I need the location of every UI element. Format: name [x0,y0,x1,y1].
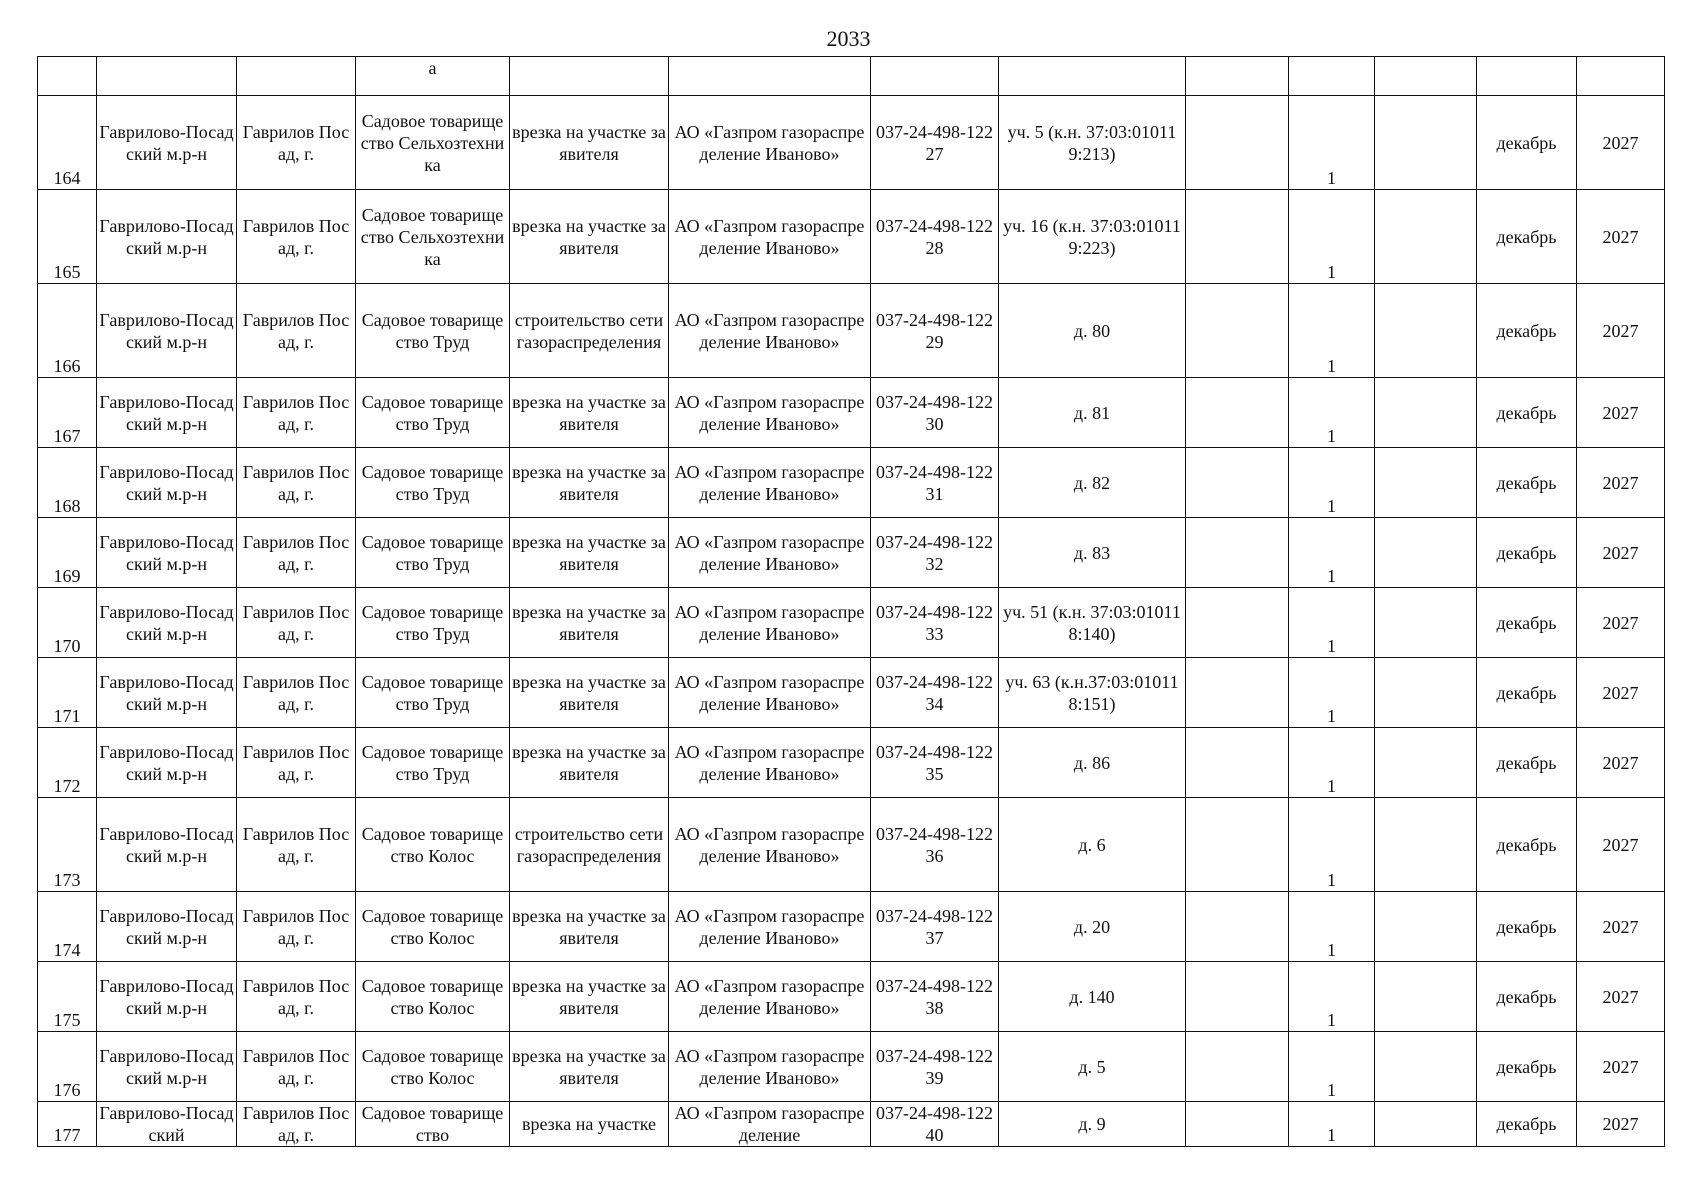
cell-num: 175 [38,962,97,1032]
cell-org: АО «Газпром газораспределение Иваново» [669,448,871,518]
cell-work: строительство сети газораспределения [510,284,669,378]
cell-address: уч. 5 (к.н. 37:03:010119:213) [999,96,1186,190]
table-row [38,1102,1665,1147]
cell-address: уч. 16 (к.н. 37:03:010119:223) [999,190,1186,284]
cell-address: д. 140 [999,962,1186,1032]
cell-work: врезка на участке заявителя [510,1032,669,1102]
cell-district: Гаврилово-Посадский м.р-н [97,378,237,448]
cell-code: 037-24-498-12235 [871,728,999,798]
cell-code: 037-24-498-12231 [871,448,999,518]
cell-work: врезка на участке заявителя [510,962,669,1032]
cell-empty-b [1375,1102,1477,1147]
cell-town: Гаврилов Посад, г. [237,1032,356,1102]
table-row [38,190,1665,284]
cell-work: врезка на участке [510,1102,669,1147]
cell-num: 167 [38,378,97,448]
cell-num: 166 [38,284,97,378]
cell-month: декабрь [1477,728,1577,798]
cell-month: декабрь [1477,448,1577,518]
cell-town: Гаврилов Посад, г. [237,518,356,588]
cell-code: 037-24-498-12240 [871,1102,999,1147]
cell-empty-a [1186,284,1289,378]
cell-district: Гаврилово-Посадский м.р-н [97,284,237,378]
cell-town: Гаврилов Посад, г. [237,892,356,962]
cell-month: декабрь [1477,96,1577,190]
cell-num: 172 [38,728,97,798]
cell-count: 1 [1289,448,1375,518]
cell-org: АО «Газпром газораспределение Иваново» [669,378,871,448]
cell-settlement: Садовое товарищество [356,1102,510,1147]
cell-year: 2027 [1577,518,1665,588]
cell-empty-b [1375,892,1477,962]
cell-month: декабрь [1477,378,1577,448]
cell-town: Гаврилов Посад, г. [237,962,356,1032]
cell-month: декабрь [1477,1032,1577,1102]
cell-year: 2027 [1577,728,1665,798]
cell-num [38,57,97,96]
cell-month: декабрь [1477,518,1577,588]
cell-empty-b [1375,96,1477,190]
cell-code: 037-24-498-12234 [871,658,999,728]
cell-address: уч. 51 (к.н. 37:03:010118:140) [999,588,1186,658]
continuation-row [38,57,1665,96]
table-row [38,892,1665,962]
table-row [38,96,1665,190]
cell-year: 2027 [1577,284,1665,378]
cell-settlement: а [356,57,510,96]
cell-year: 2027 [1577,448,1665,518]
cell-count: 1 [1289,798,1375,892]
cell-work: врезка на участке заявителя [510,96,669,190]
cell-month: декабрь [1477,588,1577,658]
cell-empty-b [1375,190,1477,284]
cell-town: Гаврилов Посад, г. [237,658,356,728]
cell-empty-b [1375,658,1477,728]
cell-count: 1 [1289,1102,1375,1147]
cell-settlement: Садовое товарищество Труд [356,378,510,448]
cell-code: 037-24-498-12229 [871,284,999,378]
cell-empty-b [1375,1032,1477,1102]
cell-district: Гаврилово-Посадский м.р-н [97,658,237,728]
cell-town: Гаврилов Посад, г. [237,96,356,190]
cell-org: АО «Газпром газораспределение Иваново» [669,190,871,284]
cell-year: 2027 [1577,962,1665,1032]
cell-month: декабрь [1477,190,1577,284]
cell-work: врезка на участке заявителя [510,588,669,658]
table-row [38,518,1665,588]
cell-empty-a [1186,96,1289,190]
cell-district: Гаврилово-Посадский м.р-н [97,798,237,892]
cell-address: д. 5 [999,1032,1186,1102]
cell-address: д. 82 [999,448,1186,518]
cell-code: 037-24-498-12228 [871,190,999,284]
cell-address: д. 9 [999,1102,1186,1147]
table-row [38,798,1665,892]
cell-address: д. 6 [999,798,1186,892]
cell-district: Гаврилово-Посадский м.р-н [97,728,237,798]
cell-district: Гаврилово-Посадский м.р-н [97,1032,237,1102]
cell-empty-a [1186,892,1289,962]
cell-month [1477,57,1577,96]
cell-town: Гаврилов Посад, г. [237,448,356,518]
cell-district: Гаврилово-Посадский м.р-н [97,892,237,962]
cell-year: 2027 [1577,588,1665,658]
cell-org [669,57,871,96]
cell-town: Гаврилов Посад, г. [237,728,356,798]
cell-district: Гаврилово-Посадский м.р-н [97,962,237,1032]
table-row [38,284,1665,378]
cell-org: АО «Газпром газораспределение Иваново» [669,588,871,658]
cell-district: Гаврилово-Посадский м.р-н [97,190,237,284]
cell-code: 037-24-498-12237 [871,892,999,962]
cell-settlement: Садовое товарищество Колос [356,798,510,892]
cell-count: 1 [1289,284,1375,378]
cell-empty-a [1186,798,1289,892]
cell-count [1289,57,1375,96]
cell-empty-a [1186,448,1289,518]
cell-code: 037-24-498-12238 [871,962,999,1032]
cell-town [237,57,356,96]
cell-empty-b [1375,962,1477,1032]
cell-month: декабрь [1477,284,1577,378]
cell-count: 1 [1289,378,1375,448]
cell-year: 2027 [1577,798,1665,892]
cell-org: АО «Газпром газораспределение Иваново» [669,96,871,190]
cell-org: АО «Газпром газораспределение Иваново» [669,892,871,962]
table-row [38,448,1665,518]
cell-district: Гаврилово-Посадский м.р-н [97,448,237,518]
cell-settlement: Садовое товарищество Колос [356,962,510,1032]
cell-empty-a [1186,1032,1289,1102]
cell-town: Гаврилов Посад, г. [237,378,356,448]
cell-org: АО «Газпром газораспределение Иваново» [669,1032,871,1102]
cell-year: 2027 [1577,892,1665,962]
cell-num: 164 [38,96,97,190]
cell-year: 2027 [1577,96,1665,190]
cell-address: д. 83 [999,518,1186,588]
cell-num: 169 [38,518,97,588]
cell-empty-b [1375,448,1477,518]
cell-count: 1 [1289,1032,1375,1102]
cell-empty-b [1375,57,1477,96]
cell-settlement: Садовое товарищество Труд [356,658,510,728]
cell-num: 174 [38,892,97,962]
cell-settlement: Садовое товарищество Труд [356,284,510,378]
cell-empty-b [1375,588,1477,658]
cell-empty-a [1186,57,1289,96]
table-body [38,57,1665,1147]
cell-address: д. 81 [999,378,1186,448]
cell-count: 1 [1289,728,1375,798]
cell-empty-a [1186,728,1289,798]
cell-district: Гаврилово-Посадский [97,1102,237,1147]
cell-month: декабрь [1477,962,1577,1032]
cell-settlement: Садовое товарищество Сельхозтехника [356,96,510,190]
cell-code: 037-24-498-12233 [871,588,999,658]
cell-town: Гаврилов Посад, г. [237,1102,356,1147]
table-row [38,658,1665,728]
cell-district: Гаврилово-Посадский м.р-н [97,96,237,190]
cell-year: 2027 [1577,658,1665,728]
cell-num: 168 [38,448,97,518]
cell-empty-a [1186,658,1289,728]
cell-settlement: Садовое товарищество Колос [356,892,510,962]
cell-empty-a [1186,518,1289,588]
cell-empty-b [1375,518,1477,588]
cell-count: 1 [1289,96,1375,190]
cell-address: уч. 63 (к.н.37:03:010118:151) [999,658,1186,728]
cell-work: врезка на участке заявителя [510,658,669,728]
cell-org: АО «Газпром газораспределение Иваново» [669,658,871,728]
cell-address [999,57,1186,96]
cell-num: 176 [38,1032,97,1102]
table-row [38,962,1665,1032]
cell-work: врезка на участке заявителя [510,378,669,448]
cell-code: 037-24-498-12230 [871,378,999,448]
cell-code [871,57,999,96]
cell-work: строительство сети газораспределения [510,798,669,892]
cell-empty-a [1186,190,1289,284]
cell-code: 037-24-498-12227 [871,96,999,190]
cell-num: 173 [38,798,97,892]
cell-settlement: Садовое товарищество Колос [356,1032,510,1102]
cell-code: 037-24-498-12232 [871,518,999,588]
cell-num: 177 [38,1102,97,1147]
cell-org: АО «Газпром газораспределение Иваново» [669,962,871,1032]
cell-org: АО «Газпром газораспределение Иваново» [669,518,871,588]
cell-code: 037-24-498-12236 [871,798,999,892]
cell-year [1577,57,1665,96]
cell-year: 2027 [1577,378,1665,448]
cell-num: 171 [38,658,97,728]
cell-address: д. 86 [999,728,1186,798]
cell-empty-a [1186,588,1289,658]
cell-empty-b [1375,798,1477,892]
cell-org: АО «Газпром газораспределение Иваново» [669,798,871,892]
cell-district [97,57,237,96]
cell-count: 1 [1289,658,1375,728]
cell-month: декабрь [1477,798,1577,892]
table-row [38,728,1665,798]
cell-settlement: Садовое товарищество Труд [356,728,510,798]
table-row [38,1032,1665,1102]
table-row [38,378,1665,448]
cell-month: декабрь [1477,1102,1577,1147]
cell-address: д. 20 [999,892,1186,962]
page-number: 2033 [826,26,871,51]
cell-work: врезка на участке заявителя [510,728,669,798]
cell-code: 037-24-498-12239 [871,1032,999,1102]
cell-settlement: Садовое товарищество Труд [356,588,510,658]
cell-org: АО «Газпром газораспределение [669,1102,871,1147]
cell-empty-b [1375,378,1477,448]
cell-year: 2027 [1577,1032,1665,1102]
cell-empty-a [1186,378,1289,448]
cell-count: 1 [1289,962,1375,1032]
cell-work: врезка на участке заявителя [510,448,669,518]
cell-count: 1 [1289,892,1375,962]
cell-month: декабрь [1477,892,1577,962]
cell-address: д. 80 [999,284,1186,378]
cell-org: АО «Газпром газораспределение Иваново» [669,728,871,798]
cell-month: декабрь [1477,658,1577,728]
cell-town: Гаврилов Посад, г. [237,798,356,892]
cell-empty-b [1375,284,1477,378]
cell-empty-a [1186,962,1289,1032]
cell-count: 1 [1289,190,1375,284]
cell-count: 1 [1289,588,1375,658]
cell-settlement: Садовое товарищество Сельхозтехника [356,190,510,284]
cell-town: Гаврилов Посад, г. [237,190,356,284]
cell-town: Гаврилов Посад, г. [237,588,356,658]
cell-empty-a [1186,1102,1289,1147]
cell-empty-b [1375,728,1477,798]
cell-settlement: Садовое товарищество Труд [356,448,510,518]
gasification-table [37,56,1665,1147]
table-row [38,588,1665,658]
cell-count: 1 [1289,518,1375,588]
cell-district: Гаврилово-Посадский м.р-н [97,518,237,588]
cell-org: АО «Газпром газораспределение Иваново» [669,284,871,378]
cell-work [510,57,669,96]
cell-town: Гаврилов Посад, г. [237,284,356,378]
cell-work: врезка на участке заявителя [510,190,669,284]
cell-work: врезка на участке заявителя [510,518,669,588]
cell-district: Гаврилово-Посадский м.р-н [97,588,237,658]
cell-settlement: Садовое товарищество Труд [356,518,510,588]
cell-work: врезка на участке заявителя [510,892,669,962]
cell-num: 170 [38,588,97,658]
cell-year: 2027 [1577,190,1665,284]
cell-year: 2027 [1577,1102,1665,1147]
cell-num: 165 [38,190,97,284]
